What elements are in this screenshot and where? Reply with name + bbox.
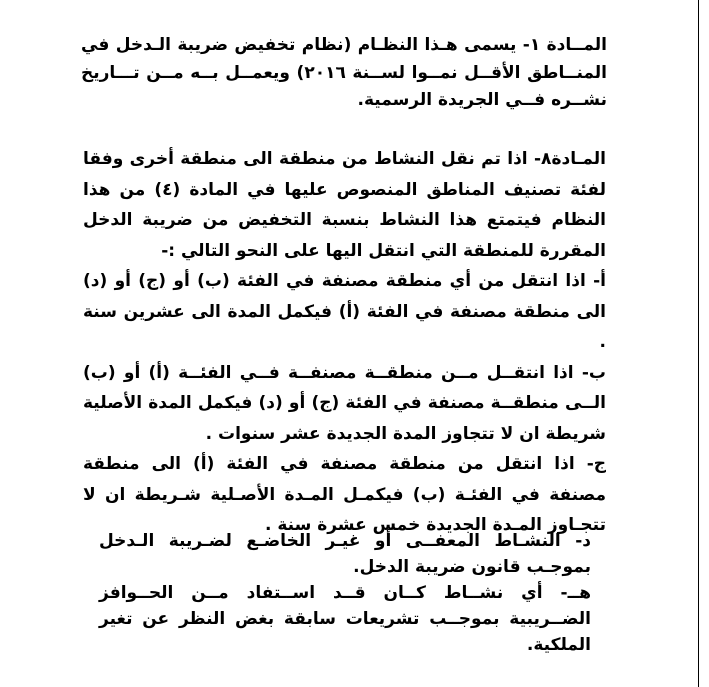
item-marker: د- (575, 531, 592, 551)
lower-item-d (99, 528, 591, 580)
item-text: أي نشــاط كــان قــد اســتفاد مــن الحــوافز الضــريبية بموجــب تشريعات سابقة بغض النظر عن تغير الملكية. (99, 583, 591, 655)
article-8-item-a (83, 266, 606, 358)
lower-items-section (99, 528, 591, 658)
item-text: النشـاط المعفــى أو غيـر الخاضـع لضـريبة الـدخل بموجـب قانون ضريبة الدخل. (99, 531, 591, 577)
item-marker: ج- (586, 454, 607, 474)
item-text: اذا انتقــل مــن منطقــة مصنفــة فــي الفئــة (أ) أو (ب) الــى منطقــة مصنفة في الفئة (ج) أو (د) فيكمل المدة الأصلية شريطة ان لا تتجاوز المدة الجديدة عشر سنوات . (83, 362, 606, 444)
article-8-section (83, 144, 606, 541)
article-8-item-c (83, 449, 606, 541)
article-1-paragraph: المــادة ١- يسمى هـذا النظـام (نظام تخفيض ضريبة الـدخل في المنــاطق الأقــل نمــوا لســنة ٢٠١٦) ويعمــل بــه مــن تـــاريخ نشــره فــي الجريدة الرسمية. (81, 35, 607, 110)
item-text: اذا انتقل من منطقة مصنفة في الفئة (أ) الى منطقة مصنفة في الفئـة (ب) فيكمـل المـدة الأصـلية شـريطة ان لا تتجـاوز المـدة الجديدة خمس عشرة سنة . (83, 454, 606, 535)
article-8-intro: المـادة٨- اذا تم نقل النشاط من منطقة الى منطقة أخرى وفقا لفئة تصنيف المناطق المنصوص عليها في المادة (٤) من هذا النظام فيتمتع هذا النشاط بنسبة التخفيض من ضريبة الدخل المقررة للمنطقة التي انتقل اليها على النحو التالي :- (83, 149, 606, 261)
item-marker: هــ- (560, 583, 591, 603)
item-text: اذا انتقل من أي منطقة مصنفة في الفئة (ب) أو (ج) أو (د) الى منطقة مصنفة في الفئة (أ) فيكمل المدة الى عشرين سنة . (83, 271, 606, 352)
lower-item-h (99, 580, 591, 658)
article-8-item-b (83, 358, 606, 450)
item-marker: أ- (593, 271, 607, 291)
page-edge-line (698, 0, 699, 687)
item-marker: ب- (581, 362, 606, 383)
